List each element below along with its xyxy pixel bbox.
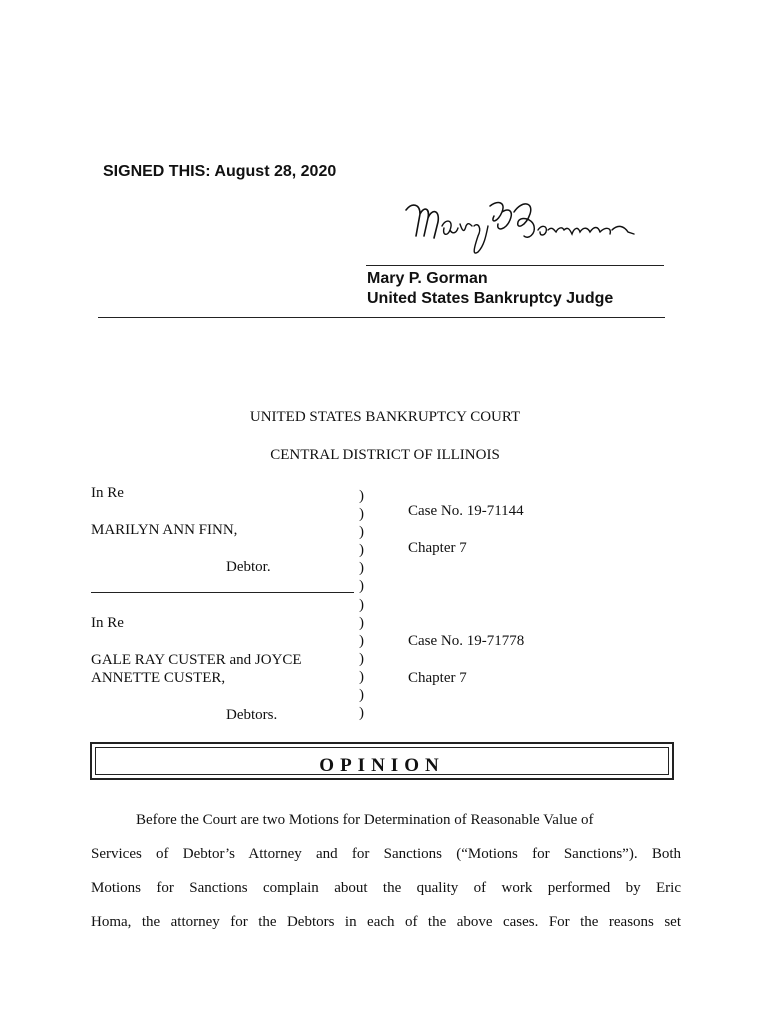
opinion-body-line: Before the Court are two Motions for Determination of Reasonable Value of xyxy=(136,812,594,828)
opinion-body-line: Motions for Sanctions complain about the quality of work performed by Eric xyxy=(91,880,681,896)
opinion-heading: OPINION xyxy=(319,755,445,776)
caption-parenthesis: ) xyxy=(359,542,364,559)
caption2-party-line2: ANNETTE CUSTER, xyxy=(91,670,226,686)
court-name: UNITED STATES BANKRUPTCY COURT xyxy=(249,409,521,425)
court-district: CENTRAL DISTRICT OF ILLINOIS xyxy=(270,447,500,463)
caption1-role: Debtor. xyxy=(226,559,271,575)
caption-parenthesis: ) xyxy=(359,488,364,504)
caption2-party-line1: GALE RAY CUSTER and JOYCE xyxy=(91,652,302,668)
header-divider xyxy=(98,317,665,318)
caption-parenthesis: ) xyxy=(359,578,364,595)
caption-divider xyxy=(91,592,354,593)
caption-parenthesis: ) xyxy=(359,614,364,631)
caption1-party: MARILYN ANN FINN, xyxy=(91,522,238,538)
caption2-in-re: In Re xyxy=(91,615,124,631)
caption2-role: Debtors. xyxy=(226,707,278,723)
caption-parenthesis: ) xyxy=(359,506,364,523)
caption-parenthesis: ) xyxy=(359,705,364,722)
caption1-in-re: In Re xyxy=(91,485,124,501)
caption-parenthesis: ) xyxy=(359,632,364,649)
caption-parenthesis: ) xyxy=(359,650,364,667)
judge-name: Mary P. Gorman xyxy=(367,270,488,287)
caption-parenthesis: ) xyxy=(359,524,364,541)
caption-parenthesis: ) xyxy=(359,596,364,613)
opinion-body xyxy=(91,803,681,939)
opinion-heading-inner-border xyxy=(95,747,669,775)
caption1-case-number: Case No. 19-71144 xyxy=(408,503,524,519)
caption-parenthesis: ) xyxy=(359,668,364,685)
opinion-body-line: Homa, the attorney for the Debtors in each of the above cases. For the reasons set xyxy=(91,914,681,930)
caption2-chapter: Chapter 7 xyxy=(408,670,467,686)
judge-title: United States Bankruptcy Judge xyxy=(367,290,614,307)
caption-parenthesis-column xyxy=(359,487,364,722)
caption-parenthesis: ) xyxy=(359,560,364,577)
signed-date: SIGNED THIS: August 28, 2020 xyxy=(103,163,337,180)
caption2-case-number: Case No. 19-71778 xyxy=(408,633,525,649)
caption-parenthesis: ) xyxy=(359,687,364,704)
caption1-chapter: Chapter 7 xyxy=(408,540,467,556)
judge-signature xyxy=(398,196,638,262)
signature-line xyxy=(366,265,664,266)
opinion-body-line: Services of Debtor’s Attorney and for Sanctions (“Motions for Sanctions”). Both xyxy=(91,846,681,862)
opinion-heading-box xyxy=(90,742,674,780)
